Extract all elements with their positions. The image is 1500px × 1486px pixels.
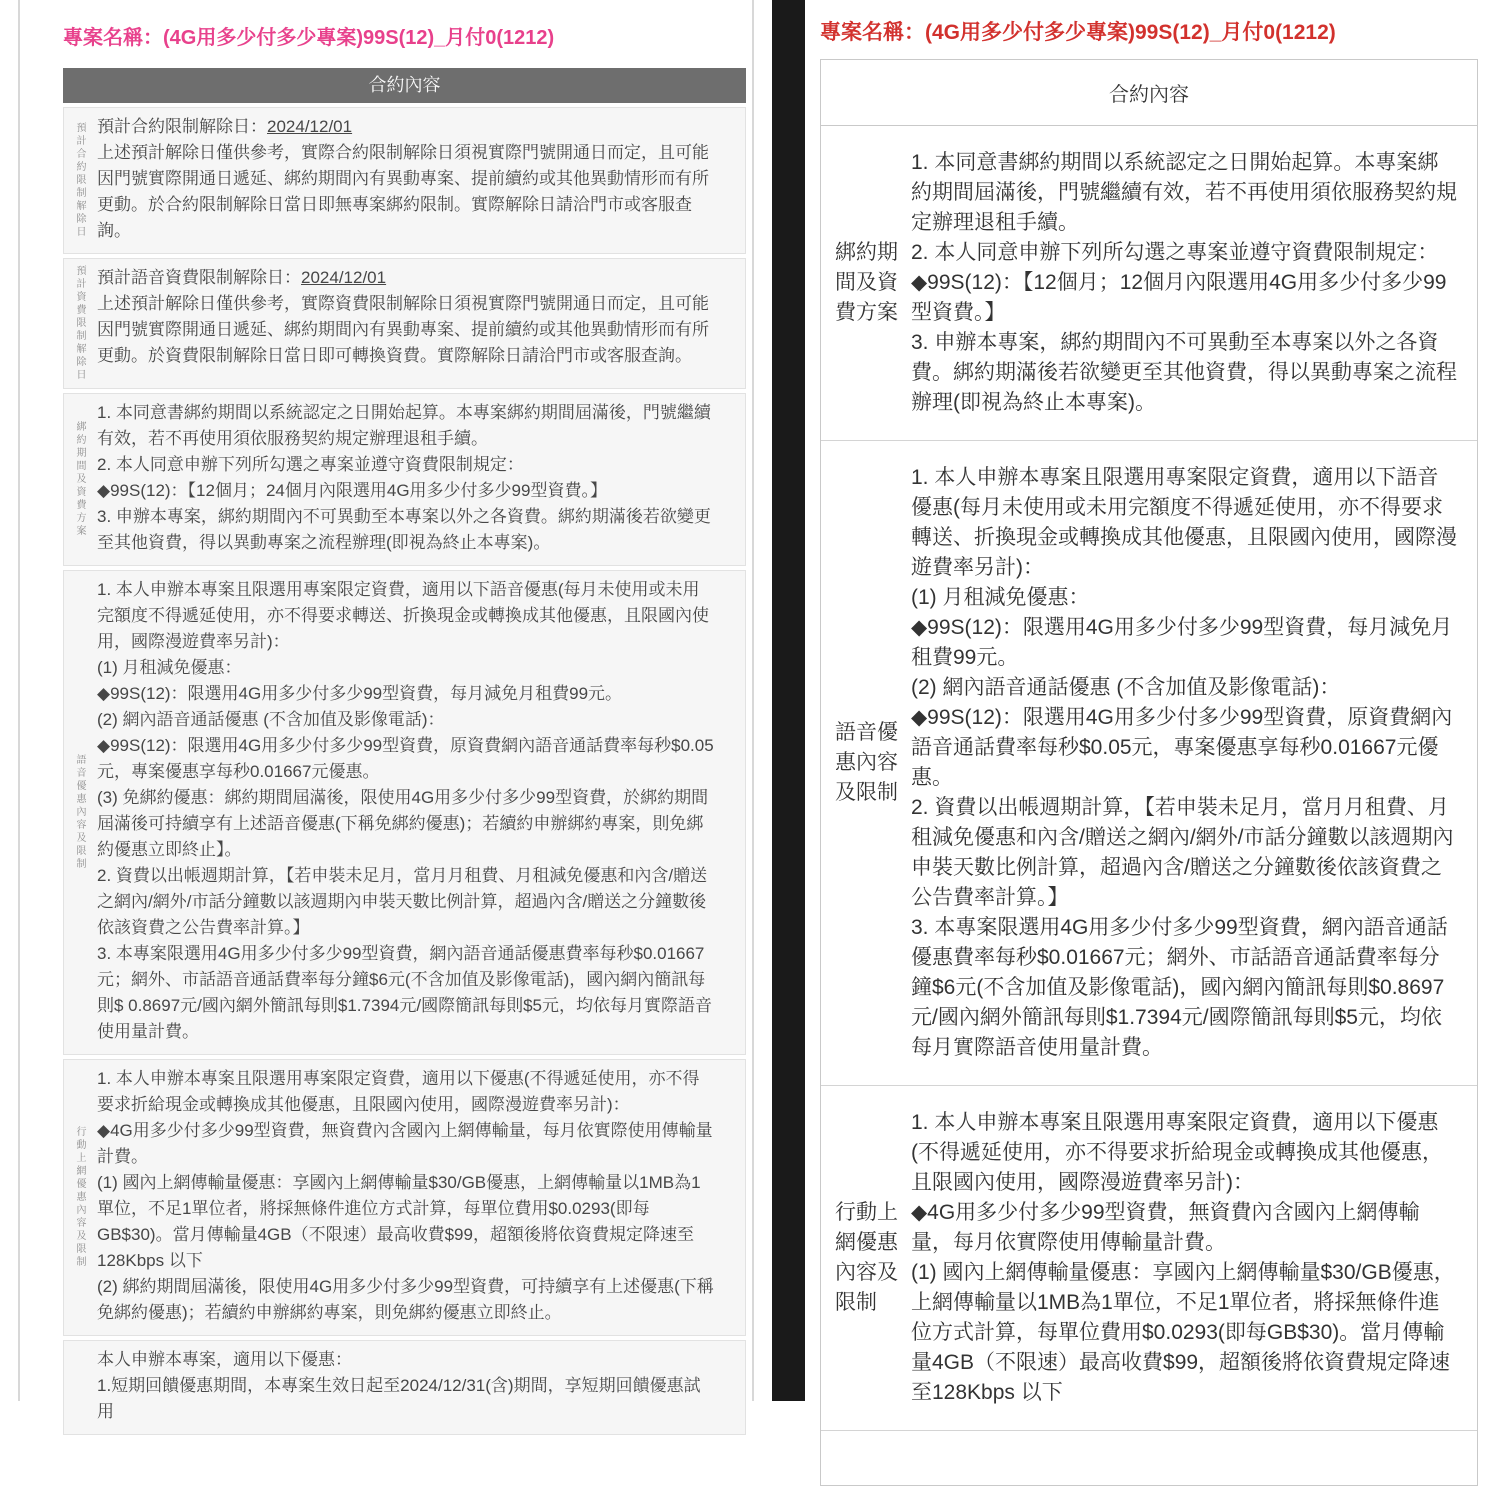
- contract-row: [63, 393, 746, 566]
- contract-row: [63, 1340, 746, 1435]
- row-content: [911, 126, 1477, 440]
- row-label: 預計合約限制解除日: [74, 122, 85, 239]
- contract-row: [63, 258, 746, 389]
- paragraph: [97, 265, 716, 291]
- paragraph: 2. 資費以出帳週期計算，【若申裝未足月，當月月租費、月租減免優惠和內含/贈送之網內/網外/市話分鐘數以該週期內申裝天數比例計算，超過內含/贈送之分鐘數後依該資費之公告費率計算。】: [97, 866, 708, 937]
- paragraph: 1. 本同意書綁約期間以系統認定之日開始起算。本專案綁約期間屆滿後，門號繼續有效，若不再使用須依服務契約規定辦理退租手續。: [97, 403, 711, 448]
- paragraph: 2. 資費以出帳週期計算，【若申裝未足月，當月月租費、月租減免優惠和內含/贈送之網內/網外/市話分鐘數以該週期內申裝天數比例計算，超過內含/贈送之分鐘數後依該資費之公告費率計算。】: [911, 796, 1454, 909]
- paragraph: ◆99S(12)：【12個月；12個月內限選用4G用多少付多少99型資費。】: [911, 271, 1447, 324]
- contract-row: [63, 1059, 746, 1336]
- paragraph: [97, 114, 716, 140]
- contract-row: [821, 441, 1477, 1086]
- paragraph: 上述預計解除日僅供參考，實際資費限制解除日須視實際門號開通日而定，且可能因門號實際開通日遞延、綁約期間內有異動專案、提前續約或其他異動情形而有所更動。於資費限制解除日當日即可轉換資費。實際解除日請洽門市或客服查詢。: [97, 294, 709, 365]
- contract-content-header: 合約內容: [821, 60, 1477, 126]
- paragraph: ◆99S(12)：限選用4G用多少付多少99型資費，原資費網內語音通話費率每秒$0.05元，專案優惠享每秒0.01667元優惠。: [97, 736, 714, 781]
- paragraph: (3) 免綁約優惠：綁約期間屆滿後，限使用4G用多少付多少99型資費，於綁約期間屆滿後可持續享有上述語音優惠(下稱免綁約優惠)；若續約申辦綁約專案，則免綁約優惠立即終止】。: [97, 788, 709, 859]
- paragraph: ◆99S(12)：限選用4G用多少付多少99型資費，每月減免月租費99元。: [911, 616, 1453, 669]
- screenshot-separator-bar: [772, 0, 805, 1401]
- row-content: [89, 1060, 745, 1335]
- paragraph: (2) 綁約期間屆滿後，限使用4G用多少付多少99型資費，可持續享有上述優惠(下稱免綁約優惠)；若續約申辦綁約專案，則免綁約優惠立即終止。: [97, 1277, 714, 1322]
- paragraph: (1) 國內上網傳輸量優惠：享國內上網傳輸量$30/GB優惠，上網傳輸量以1MB為1單位，不足1單位者，將採無條件進位方式計算，每單位費用$0.0293(即每GB$30)。當月傳輸量4GB（不限速）最高收費$99，超額後將依資費規定降速至128Kbps 以下: [97, 1173, 701, 1270]
- paragraph: ◆99S(12)：限選用4G用多少付多少99型資費，每月減免月租費99元。: [97, 684, 623, 703]
- contract-row: [821, 126, 1477, 441]
- contract-content-header: 合約內容: [63, 68, 746, 103]
- row-label: 行動上網優惠內容及限制: [74, 1126, 85, 1269]
- contract-table: [820, 59, 1478, 1486]
- paragraph: (1) 月租減免優惠：: [97, 658, 242, 677]
- row-content: [89, 1341, 745, 1434]
- contract-row: [63, 107, 746, 254]
- row-content: [911, 1086, 1477, 1430]
- paragraph: ◆99S(12)：【12個月；24個月內限選用4G用多少付多少99型資費。】: [97, 481, 607, 500]
- row-content: [89, 259, 745, 388]
- paragraph: (2) 網內語音通話優惠 (不含加值及影像電話)：: [911, 676, 1341, 699]
- paragraph: 1. 本人申辦本專案且限選用專案限定資費，適用以下語音優惠(每月未使用或未用完額度不得遞延使用，亦不得要求轉送、折換現金或轉換成其他優惠，且限國內使用，國際漫遊費率另計)：: [97, 580, 709, 651]
- paragraph: 3. 申辦本專案，綁約期間內不可異動至本專案以外之各資費。綁約期滿後若欲變更至其他資費，得以異動專案之流程辦理(即視為終止本專案)。: [911, 331, 1457, 414]
- project-title: 專案名稱：(4G用多少付多少專案)99S(12)_月付0(1212): [63, 27, 555, 49]
- row-content: [89, 571, 745, 1054]
- paragraph: (1) 月租減免優惠：: [911, 586, 1090, 609]
- paragraph: 3. 申辦本專案，綁約期間內不可異動至本專案以外之各資費。綁約期滿後若欲變更至其他資費，得以異動專案之流程辦理(即視為終止本專案)。: [97, 507, 711, 552]
- row-label: 綁約期間及資費方案: [74, 421, 85, 538]
- paragraph: 3. 本專案限選用4G用多少付多少99型資費，網內語音通話優惠費率每秒$0.01667元；網外、市話語音通話費率每分鐘$6元(不含加值及影像電話)，國內網內簡訊每則$ 0.8697元/國內網外簡訊每則$1.7394元/國際簡訊每則$5元，均依每月實際語音使用量計費。: [97, 944, 712, 1041]
- row-label: 行動上網優惠內容及限制: [835, 1201, 898, 1314]
- left-screenshot-panel: [63, 0, 746, 1439]
- right-screenshot-panel: [820, 0, 1478, 1486]
- row-label: 綁約期間及資費方案: [835, 241, 898, 324]
- paragraph: ◆99S(12)：限選用4G用多少付多少99型資費，原資費網內語音通話費率每秒$0.05元，專案優惠享每秒0.01667元優惠。: [911, 706, 1453, 789]
- paragraph: 1. 本人申辦本專案且限選用專案限定資費，適用以下優惠(不得遞延使用，亦不得要求折給現金或轉換成其他優惠，且限國內使用，國際漫遊費率另計)：: [911, 1111, 1443, 1194]
- left-window-right-edge-line: [752, 0, 754, 1401]
- row-content: [89, 394, 745, 565]
- paragraph: ◆4G用多少付多少99型資費，無資費內含國內上網傳輸量，每月依實際使用傳輸量計費。: [97, 1121, 713, 1166]
- row-content: [911, 441, 1477, 1085]
- contract-row: [63, 570, 746, 1055]
- paragraph: 1. 本同意書綁約期間以系統認定之日開始起算。本專案綁約期間屆滿後，門號繼續有效，若不再使用須依服務契約規定辦理退租手續。: [911, 151, 1457, 234]
- date-underlined: 2024/12/01: [267, 117, 353, 136]
- row-content: [911, 1436, 1477, 1480]
- row-label: 語音優惠內容及限制: [835, 721, 898, 804]
- contract-row: [821, 1431, 1477, 1485]
- paragraph: 2. 本人同意申辦下列所勾選之專案並遵守資費限制規定：: [911, 241, 1439, 264]
- row-label: 語音優惠內容及限制: [74, 754, 85, 871]
- contract-row: [821, 1086, 1477, 1431]
- date-underlined: 2024/12/01: [301, 268, 387, 287]
- row-label: 預計資費限制解除日: [74, 265, 85, 382]
- paragraph: (1) 國內上網傳輸量優惠：享國內上網傳輸量$30/GB優惠，上網傳輸量以1MB為1單位，不足1單位者，將採無條件進位方式計算，每單位費用$0.0293(即每GB$30)。當月傳輸量4GB（不限速）最高收費$99，超額後將依資費規定降速至128Kbps 以下: [911, 1261, 1455, 1404]
- paragraph: 上述預計解除日僅供參考，實際合約限制解除日須視實際門號開通日而定，且可能因門號實際開通日遞延、綁約期間內有異動專案、提前續約或其他異動情形而有所更動。於合約限制解除日當日即無專案綁約限制。實際解除日請洽門市或客服查詢。: [97, 143, 709, 240]
- paragraph: ◆4G用多少付多少99型資費，無資費內含國內上網傳輸量，每月依實際使用傳輸量計費。: [911, 1201, 1420, 1254]
- paragraph: 2. 本人同意申辦下列所勾選之專案並遵守資費限制規定：: [97, 455, 524, 474]
- contract-rows: [821, 126, 1477, 1485]
- paragraph: 3. 本專案限選用4G用多少付多少99型資費，網內語音通話優惠費率每秒$0.01667元；網外、市話語音通話費率每分鐘$6元(不含加值及影像電話)，國內網內簡訊每則$0.8697元/國內網外簡訊每則$1.7394元/國際簡訊每則$5元，均依每月實際語音使用量計費。: [911, 916, 1448, 1059]
- paragraph: (2) 網內語音通話優惠 (不含加值及影像電話)：: [97, 710, 445, 729]
- paragraph: 本人申辦本專案，適用以下優惠：: [97, 1350, 352, 1369]
- row-content: [89, 108, 745, 253]
- paragraph: 1. 本人申辦本專案且限選用專案限定資費，適用以下語音優惠(每月未使用或未用完額度不得遞延使用，亦不得要求轉送、折換現金或轉換成其他優惠，且限國內使用，國際漫遊費率另計)：: [911, 466, 1457, 579]
- project-title: 專案名稱：(4G用多少付多少專案)99S(12)_月付0(1212): [820, 21, 1336, 44]
- left-window-edge-line: [18, 0, 20, 1401]
- contract-table: [63, 107, 746, 1435]
- paragraph-text: 預計合約限制解除日：: [97, 117, 267, 136]
- paragraph: 1.短期回饋優惠期間，本專案生效日起至2024/12/31(含)期間，享短期回饋優惠試用: [97, 1376, 701, 1421]
- paragraph: 1. 本人申辦本專案且限選用專案限定資費，適用以下優惠(不得遞延使用，亦不得要求折給現金或轉換成其他優惠，且限國內使用，國際漫遊費率另計)：: [97, 1069, 700, 1114]
- paragraph-text: 預計語音資費限制解除日：: [97, 268, 301, 287]
